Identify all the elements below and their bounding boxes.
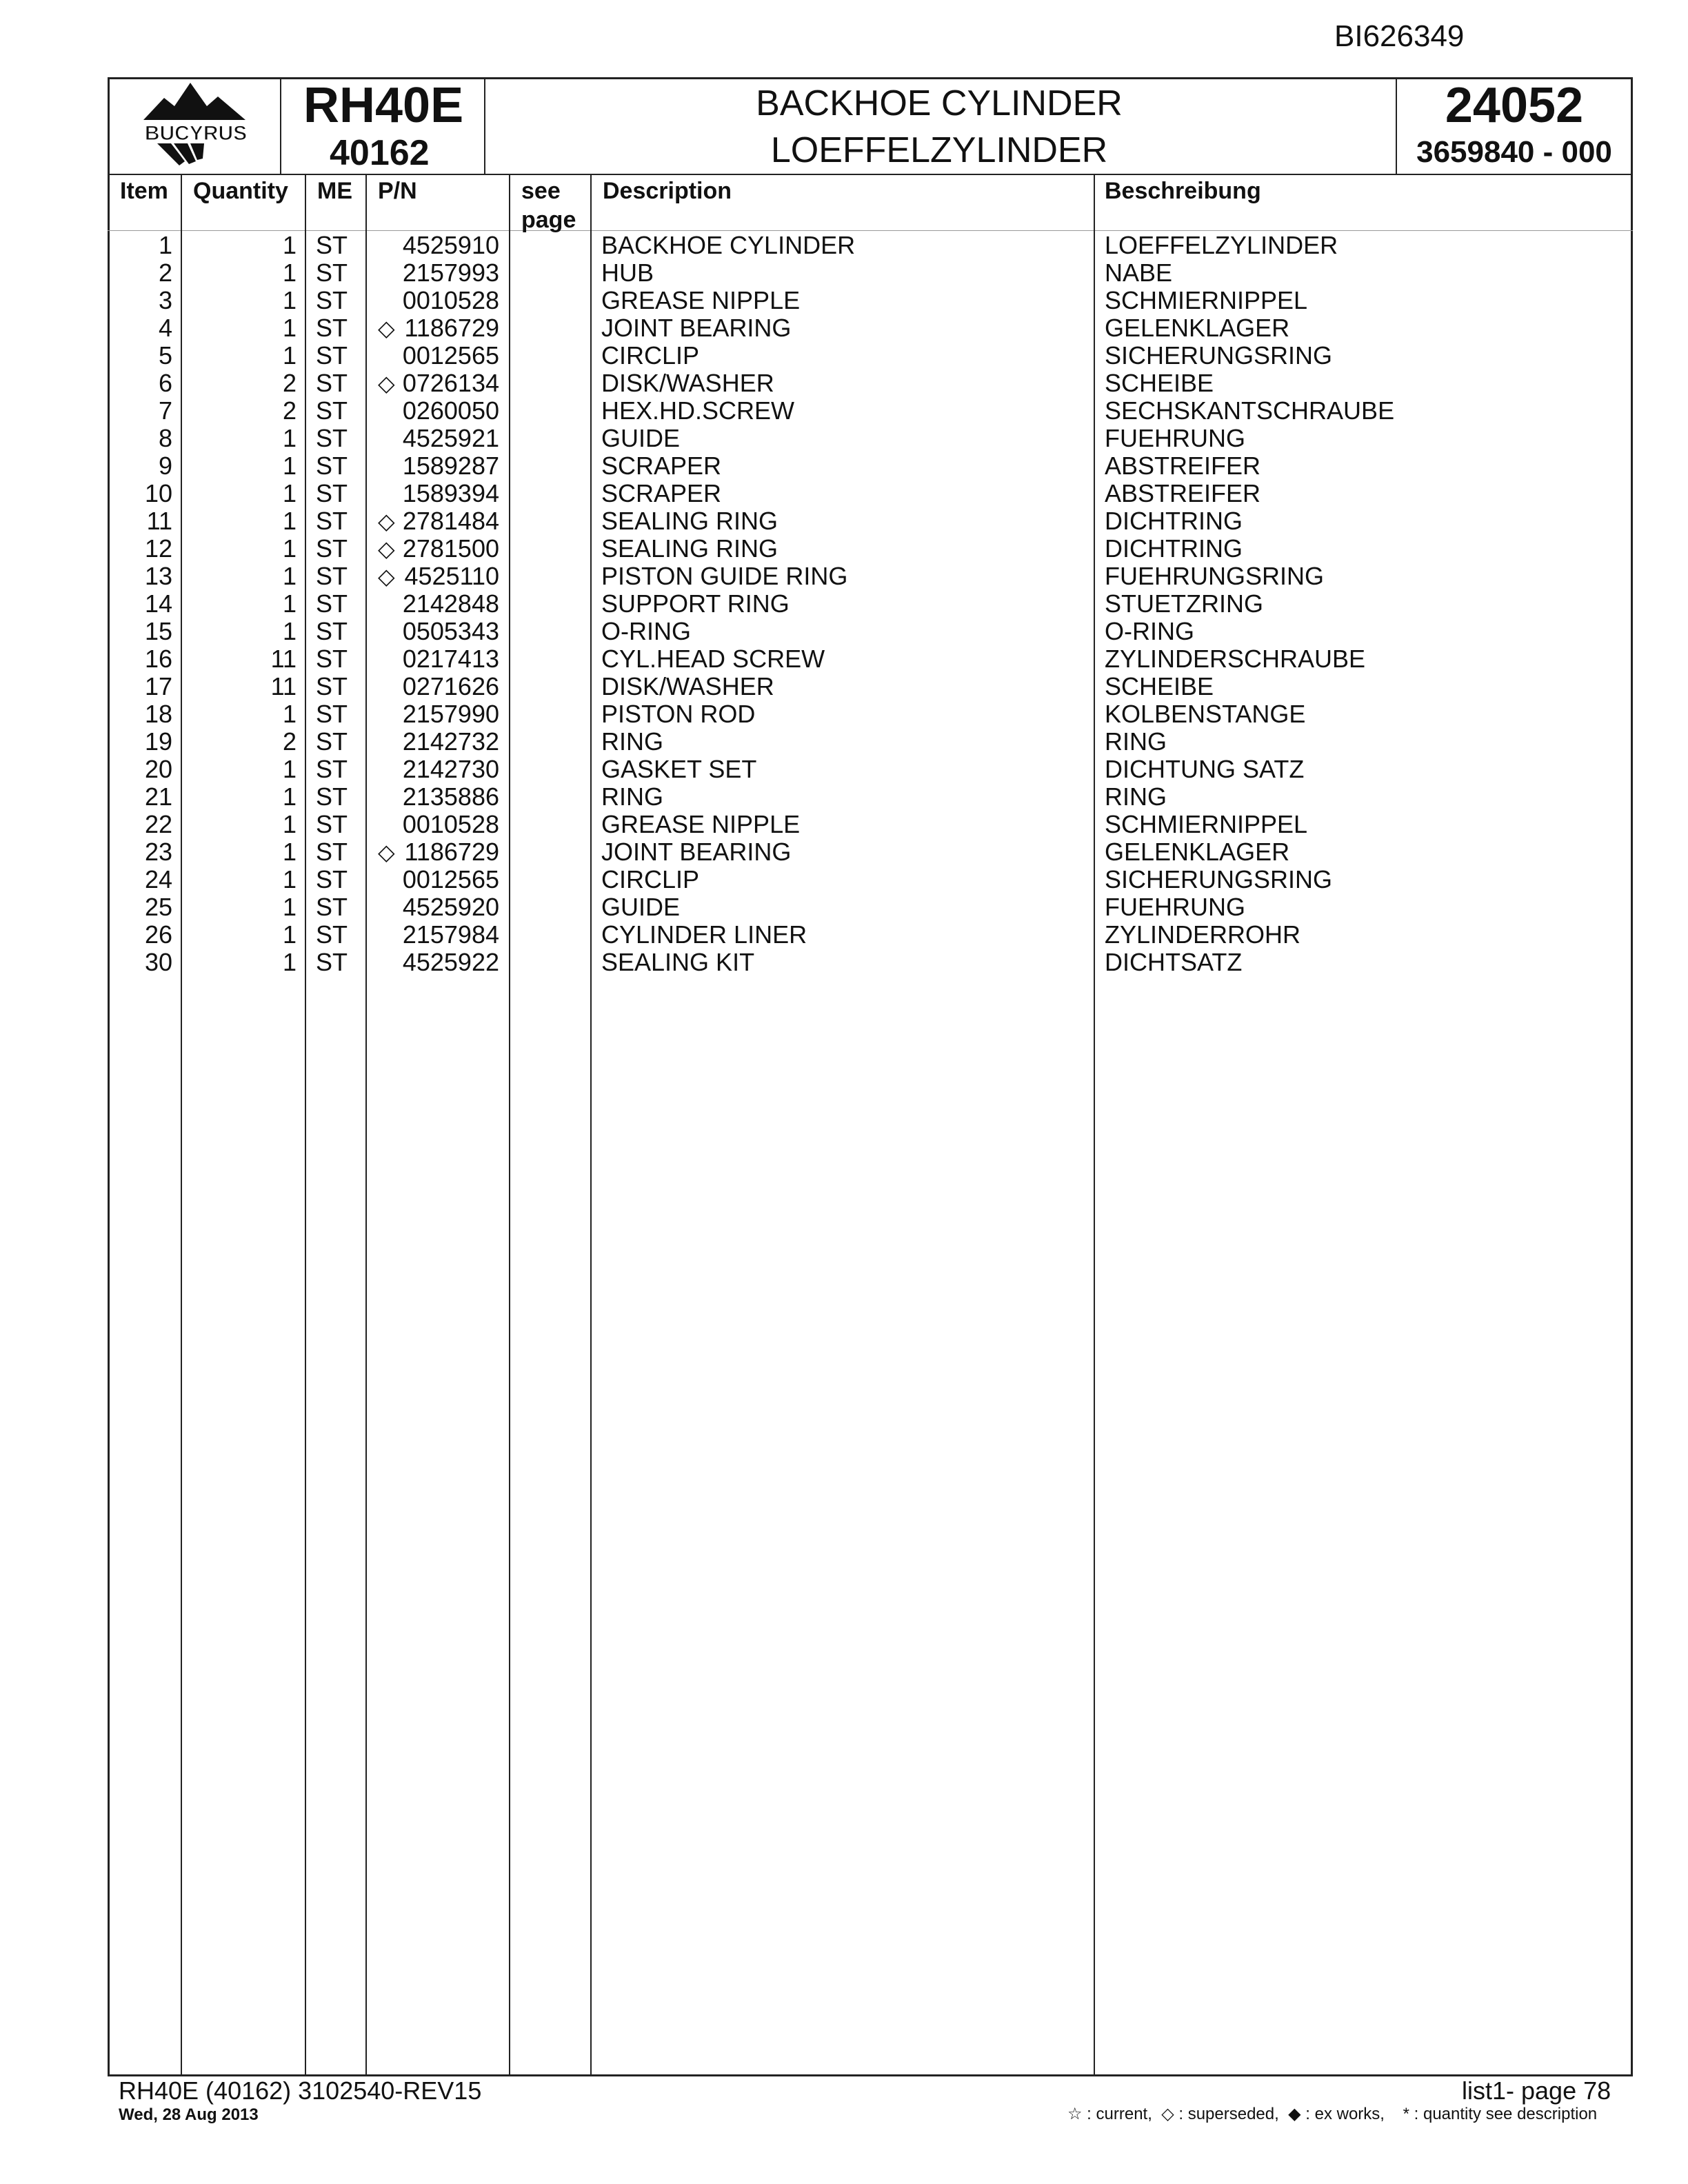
quantity: 1	[282, 341, 297, 370]
quantity: 1	[282, 534, 297, 563]
beschreibung: GELENKLAGER	[1105, 314, 1290, 342]
description: SEALING RING	[601, 507, 778, 535]
table-row	[0, 866, 1688, 893]
column-header-see: see	[521, 178, 561, 204]
part-number: 0271626	[402, 672, 499, 700]
table-row	[0, 728, 1688, 756]
table-row	[0, 314, 1688, 342]
superseded-mark: ◇	[378, 509, 395, 534]
unit: ST	[316, 507, 348, 535]
unit: ST	[316, 452, 348, 480]
table-row	[0, 811, 1688, 838]
item-number: 7	[158, 396, 172, 425]
part-number: 1589287	[402, 452, 499, 480]
table-row	[0, 232, 1688, 259]
superseded-mark: ◇	[378, 371, 395, 396]
part-number: 0010528	[402, 286, 499, 314]
quantity: 2	[282, 369, 297, 397]
quantity: 1	[282, 259, 297, 287]
unit: ST	[316, 920, 348, 949]
description: SCRAPER	[601, 479, 722, 507]
beschreibung: KOLBENSTANGE	[1105, 700, 1306, 728]
description: CIRCLIP	[601, 341, 700, 370]
quantity: 1	[282, 479, 297, 507]
unit: ST	[316, 424, 348, 452]
item-number: 9	[158, 452, 172, 480]
quantity: 1	[282, 865, 297, 893]
column-header-beschreibung: Beschreibung	[1105, 178, 1261, 204]
description: GREASE NIPPLE	[601, 810, 801, 838]
quantity: 2	[282, 727, 297, 756]
unit: ST	[316, 589, 348, 618]
description: GASKET SET	[601, 755, 757, 783]
table-row	[0, 921, 1688, 949]
part-number: 1186729	[404, 314, 499, 342]
item-number: 5	[158, 341, 172, 370]
quantity: 1	[282, 452, 297, 480]
part-number: 2781500	[402, 534, 499, 563]
quantity: 1	[282, 424, 297, 452]
quantity: 1	[282, 231, 297, 259]
model-name: RH40E	[303, 78, 464, 133]
svg-text:BUCYRUS: BUCYRUS	[144, 122, 248, 145]
item-number: 12	[144, 534, 172, 563]
part-number: 0505343	[402, 617, 499, 645]
header-separator-logo	[280, 77, 281, 174]
part-number: 0217413	[402, 645, 499, 673]
description: JOINT BEARING	[601, 838, 792, 866]
unit: ST	[316, 672, 348, 700]
beschreibung: DICHTSATZ	[1105, 948, 1243, 976]
item-number: 4	[158, 314, 172, 342]
beschreibung: STUETZRING	[1105, 589, 1263, 618]
beschreibung: NABE	[1105, 259, 1173, 287]
part-number: 1589394	[402, 479, 499, 507]
beschreibung: SCHMIERNIPPEL	[1105, 810, 1308, 838]
beschreibung: SCHEIBE	[1105, 672, 1214, 700]
beschreibung: SCHEIBE	[1105, 369, 1214, 397]
part-number: 4525110	[404, 562, 499, 590]
table-row	[0, 700, 1688, 728]
table-row	[0, 259, 1688, 287]
item-number: 30	[144, 948, 172, 976]
description: SEALING KIT	[601, 948, 755, 976]
item-number: 15	[144, 617, 172, 645]
unit: ST	[316, 369, 348, 397]
description: SCRAPER	[601, 452, 722, 480]
quantity: 1	[282, 700, 297, 728]
beschreibung: ZYLINDERSCHRAUBE	[1105, 645, 1366, 673]
sheet-reference: 3659840 - 000	[1416, 135, 1612, 169]
description: BACKHOE CYLINDER	[601, 231, 856, 259]
beschreibung: SICHERUNGSRING	[1105, 865, 1333, 893]
quantity: 1	[282, 617, 297, 645]
unit: ST	[316, 727, 348, 756]
beschreibung: ZYLINDERROHR	[1105, 920, 1301, 949]
item-number: 6	[158, 369, 172, 397]
unit: ST	[316, 893, 348, 921]
table-row	[0, 756, 1688, 783]
bucyrus-logo	[116, 77, 276, 174]
description: CYLINDER LINER	[601, 920, 807, 949]
beschreibung: SICHERUNGSRING	[1105, 341, 1333, 370]
description: CYL.HEAD SCREW	[601, 645, 825, 673]
item-number: 19	[144, 727, 172, 756]
table-row	[0, 590, 1688, 618]
description: PISTON GUIDE RING	[601, 562, 848, 590]
quantity: 11	[270, 645, 297, 673]
footer-date: Wed, 28 Aug 2013	[119, 2105, 259, 2124]
part-number: 2142732	[402, 727, 499, 756]
item-number: 17	[144, 672, 172, 700]
part-number: 4525922	[402, 948, 499, 976]
unit: ST	[316, 396, 348, 425]
beschreibung: ABSTREIFER	[1105, 452, 1261, 480]
beschreibung: DICHTUNG SATZ	[1105, 755, 1305, 783]
item-number: 25	[144, 893, 172, 921]
document-id: BI626349	[1334, 19, 1465, 53]
unit: ST	[316, 286, 348, 314]
description: HUB	[601, 259, 654, 287]
table-row	[0, 480, 1688, 507]
description: GUIDE	[601, 424, 681, 452]
quantity: 1	[282, 893, 297, 921]
quantity: 1	[282, 920, 297, 949]
unit: ST	[316, 838, 348, 866]
table-row	[0, 949, 1688, 976]
beschreibung: FUEHRUNG	[1105, 424, 1245, 452]
item-number: 21	[144, 782, 172, 811]
beschreibung: O-RING	[1105, 617, 1194, 645]
beschreibung: SCHMIERNIPPEL	[1105, 286, 1308, 314]
title-german: LOEFFELZYLINDER	[770, 130, 1108, 170]
table-row	[0, 645, 1688, 673]
unit: ST	[316, 810, 348, 838]
item-number: 14	[144, 589, 172, 618]
quantity: 1	[282, 286, 297, 314]
item-number: 24	[144, 865, 172, 893]
beschreibung: DICHTRING	[1105, 534, 1243, 563]
superseded-mark: ◇	[378, 316, 395, 341]
table-row	[0, 342, 1688, 370]
part-number: 2142730	[402, 755, 499, 783]
part-number: 2157984	[402, 920, 499, 949]
unit: ST	[316, 341, 348, 370]
item-number: 10	[144, 479, 172, 507]
column-header-item: Item	[120, 178, 168, 204]
part-number: 0260050	[402, 396, 499, 425]
beschreibung: RING	[1105, 727, 1167, 756]
description: O-RING	[601, 617, 691, 645]
quantity: 1	[282, 507, 297, 535]
description: DISK/WASHER	[601, 369, 774, 397]
description: SEALING RING	[601, 534, 778, 563]
beschreibung: DICHTRING	[1105, 507, 1243, 535]
unit: ST	[316, 562, 348, 590]
column-header-pn: P/N	[378, 178, 417, 204]
beschreibung: FUEHRUNGSRING	[1105, 562, 1325, 590]
part-number: 4525920	[402, 893, 499, 921]
table-row	[0, 673, 1688, 700]
quantity: 1	[282, 755, 297, 783]
header-divider	[108, 174, 1633, 175]
item-number: 26	[144, 920, 172, 949]
item-number: 18	[144, 700, 172, 728]
beschreibung: RING	[1105, 782, 1167, 811]
beschreibung: GELENKLAGER	[1105, 838, 1290, 866]
unit: ST	[316, 231, 348, 259]
table-row	[0, 287, 1688, 314]
legend-current: ☆ : current,	[1067, 2105, 1152, 2123]
column-header-description: Description	[603, 178, 732, 204]
unit: ST	[316, 755, 348, 783]
footer-page: list1- page 78	[1462, 2076, 1611, 2105]
table-row	[0, 425, 1688, 452]
column-header-page: page	[521, 207, 576, 233]
part-number: 2157993	[402, 259, 499, 287]
legend-superseded: ◇ : superseded,	[1161, 2105, 1279, 2123]
table-row	[0, 618, 1688, 645]
quantity: 1	[282, 948, 297, 976]
column-header-me: ME	[317, 178, 352, 204]
table-row	[0, 563, 1688, 590]
legend-quantity: * : quantity see description	[1403, 2105, 1598, 2123]
description: GREASE NIPPLE	[601, 286, 801, 314]
unit: ST	[316, 259, 348, 287]
legend-ex-works: ◆ : ex works,	[1288, 2105, 1385, 2123]
item-number: 20	[144, 755, 172, 783]
unit: ST	[316, 617, 348, 645]
beschreibung: ABSTREIFER	[1105, 479, 1261, 507]
unit: ST	[316, 645, 348, 673]
superseded-mark: ◇	[378, 536, 395, 561]
item-number: 23	[144, 838, 172, 866]
footer-document-ref: RH40E (40162) 3102540-REV15	[119, 2076, 482, 2105]
description: PISTON ROD	[601, 700, 756, 728]
item-number: 8	[158, 424, 172, 452]
table-row	[0, 783, 1688, 811]
item-number: 13	[144, 562, 172, 590]
table-row	[0, 452, 1688, 480]
table-row	[0, 535, 1688, 563]
beschreibung: LOEFFELZYLINDER	[1105, 231, 1338, 259]
item-number: 16	[144, 645, 172, 673]
part-number: 2781484	[402, 507, 499, 535]
item-number: 2	[158, 259, 172, 287]
table-row	[0, 838, 1688, 866]
description: SUPPORT RING	[601, 589, 790, 618]
quantity: 1	[282, 782, 297, 811]
part-number: 4525910	[402, 231, 499, 259]
title-english: BACKHOE CYLINDER	[756, 83, 1123, 123]
quantity: 1	[282, 589, 297, 618]
unit: ST	[316, 782, 348, 811]
quantity: 11	[270, 672, 297, 700]
unit: ST	[316, 700, 348, 728]
item-number: 1	[158, 231, 172, 259]
quantity: 1	[282, 838, 297, 866]
description: DISK/WASHER	[601, 672, 774, 700]
description: JOINT BEARING	[601, 314, 792, 342]
part-number: 0012565	[402, 865, 499, 893]
table-row	[0, 397, 1688, 425]
part-number: 0012565	[402, 341, 499, 370]
beschreibung: SECHSKANTSCHRAUBE	[1105, 396, 1395, 425]
unit: ST	[316, 314, 348, 342]
table-row	[0, 370, 1688, 397]
part-number: 2157990	[402, 700, 499, 728]
superseded-mark: ◇	[378, 564, 395, 589]
quantity: 1	[282, 562, 297, 590]
item-number: 3	[158, 286, 172, 314]
quantity: 1	[282, 314, 297, 342]
quantity: 2	[282, 396, 297, 425]
unit: ST	[316, 948, 348, 976]
sheet-number: 24052	[1445, 78, 1584, 133]
unit: ST	[316, 534, 348, 563]
table-row	[0, 507, 1688, 535]
unit: ST	[316, 479, 348, 507]
part-number: 1186729	[404, 838, 499, 866]
description: CIRCLIP	[601, 865, 700, 893]
superseded-mark: ◇	[378, 840, 395, 865]
item-number: 11	[146, 507, 172, 535]
part-number: 0010528	[402, 810, 499, 838]
legend	[1067, 2104, 1597, 2124]
description: HEX.HD.SCREW	[601, 396, 795, 425]
part-number: 4525921	[402, 424, 499, 452]
description: RING	[601, 782, 663, 811]
part-number: 2135886	[402, 782, 499, 811]
description: GUIDE	[601, 893, 681, 921]
unit: ST	[316, 865, 348, 893]
quantity: 1	[282, 810, 297, 838]
model-number: 40162	[330, 133, 430, 173]
description: RING	[601, 727, 663, 756]
table-row	[0, 893, 1688, 921]
beschreibung: FUEHRUNG	[1105, 893, 1245, 921]
part-number: 2142848	[402, 589, 499, 618]
column-header-quantity: Quantity	[193, 178, 288, 204]
part-number: 0726134	[402, 369, 499, 397]
item-number: 22	[144, 810, 172, 838]
